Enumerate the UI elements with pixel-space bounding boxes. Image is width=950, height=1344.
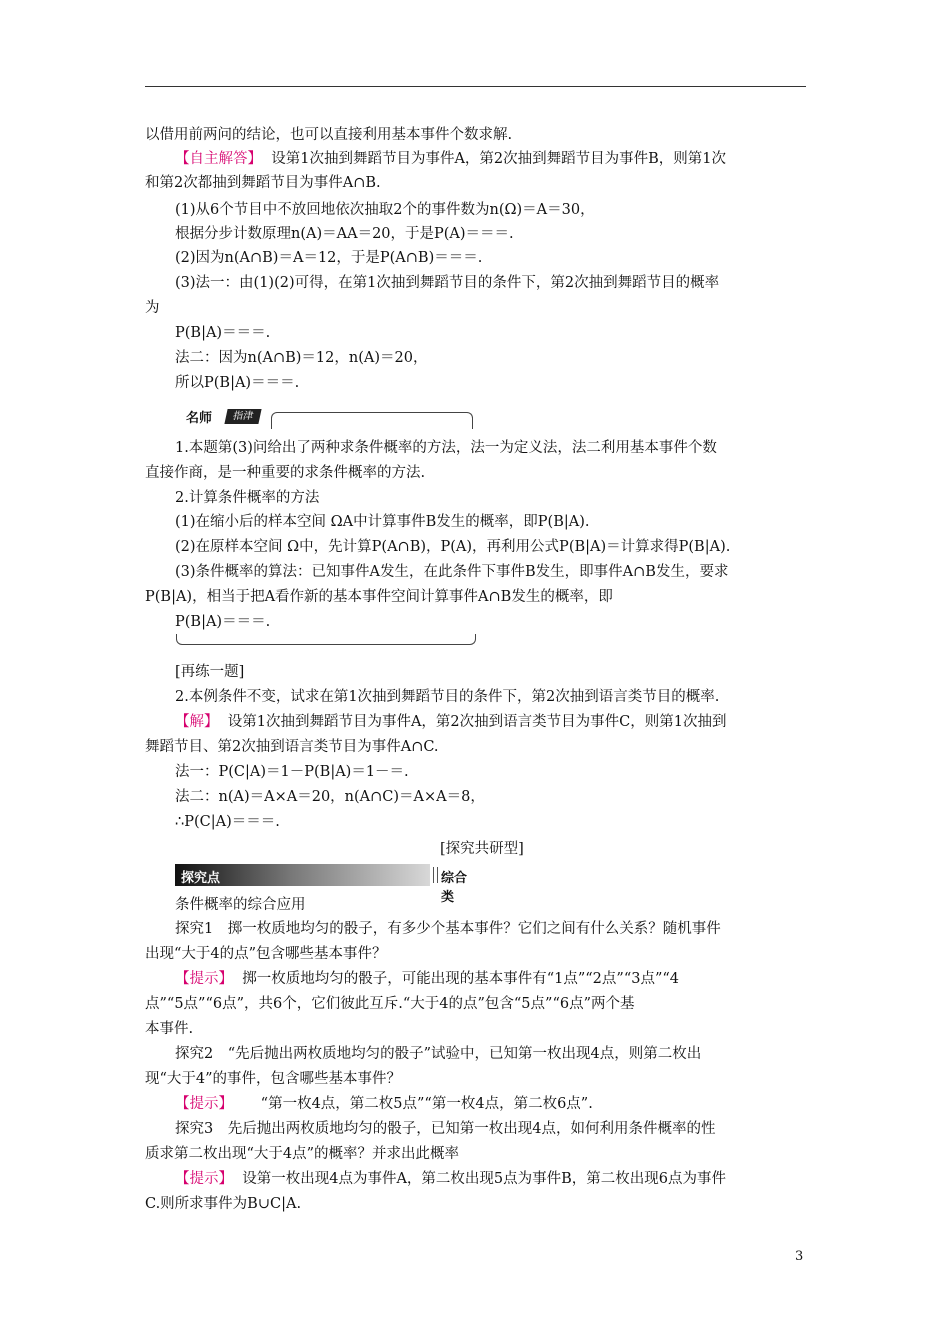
text-line: (3)法一：由(1)(2)可得，在第1次抽到舞蹈节目的条件下，第2次抽到舞蹈节目的概率 [175, 275, 720, 291]
text-line: 为 [145, 300, 160, 316]
text-line: ∴P(C|A)＝＝＝. [175, 814, 280, 830]
solution-tag: 【解】 [175, 714, 219, 730]
text-line: 条件概率的综合应用 [175, 897, 306, 913]
text-line: 出现“大于4的点”包含哪些基本事件？ [145, 946, 387, 962]
text-line: 点”“5点”“6点”，共6个，它们彼此互斥.“大于4的点”包含“5点”“6点”两个基 [145, 996, 635, 1012]
header-rule [145, 86, 806, 87]
text-line: C.则所求事件为B∪C|A. [145, 1196, 302, 1212]
text-line: 【提示】 设第一枚出现4点为事件A，第二枚出现5点为事件B，第二枚出现6点为事件 [175, 1171, 727, 1187]
text-line: 本事件. [145, 1021, 194, 1037]
teacher-tip-frame-bottom [176, 634, 476, 645]
page-number: 3 [795, 1249, 804, 1264]
text-line: 【提示】 掷一枚质地均匀的骰子，可能出现的基本事件有“1点”“2点”“3点”“4 [175, 971, 680, 987]
explore-label: 探究点 [181, 871, 221, 886]
hint-tag: 【提示】 [175, 971, 233, 987]
text-line: (1)在缩小后的样本空间 ΩA中计算事件B发生的概率，即P(B|A). [175, 514, 590, 530]
teacher-tip-header [176, 406, 474, 430]
text-line: 所以P(B|A)＝＝＝. [175, 375, 300, 391]
text-line: 根据分步计数原理n(A)＝AA＝20，于是P(A)＝＝＝. [175, 226, 514, 242]
teacher-tip-badge: 指津 [224, 409, 261, 424]
hint-tag: 【提示】 [175, 1096, 233, 1112]
teacher-tip-frame-top [271, 412, 473, 429]
text-line: 和第2次都抽到舞蹈节目为事件A∩B. [145, 175, 381, 191]
section-heading: [探究共研型] [440, 841, 524, 857]
text-line: 直接作商，是一种重要的求条件概率的方法. [145, 465, 426, 481]
text-line: 现“大于4”的事件，包含哪些基本事件？ [145, 1071, 402, 1087]
text-line: (2)因为n(A∩B)＝A＝12，于是P(A∩B)＝＝＝. [175, 250, 483, 266]
text-line: 法二：因为n(A∩B)＝12，n(A)＝20， [175, 350, 428, 366]
text-line: 质求第二枚出现“大于4点”的概率？并求出此概率 [145, 1146, 460, 1162]
text-line: (2)在原样本空间 Ω中，先计算P(A∩B)，P(A)，再利用公式P(B|A)＝计算求得P(B|A). [175, 539, 731, 555]
text-line: 法二：n(A)＝A×A＝20，n(A∩C)＝A×A＝8， [175, 789, 485, 805]
text-line: 舞蹈节目、第2次抽到语言类节目为事件A∩C. [145, 739, 439, 755]
text-line: 法一：P(C|A)＝1－P(B|A)＝1－＝. [175, 764, 409, 780]
text-line: 探究3 先后抛出两枚质地均匀的骰子，已知第一枚出现4点，如何利用条件概率的性 [175, 1121, 716, 1137]
text-line: 探究2 “先后抛出两枚质地均匀的骰子”试验中，已知第一枚出现4点，则第二枚出 [175, 1046, 702, 1062]
text-line: 探究1 掷一枚质地均匀的骰子，有多少个基本事件？它们之间有什么关系？随机事件 [175, 921, 721, 937]
text-line: 【自主解答】 设第1次抽到舞蹈节目为事件A，第2次抽到舞蹈节目为事件B，则第1次 [175, 151, 727, 167]
text-line: 2.本例条件不变，试求在第1次抽到舞蹈节目的条件下，第2次抽到语言类节目的概率. [175, 689, 720, 705]
text-line: 2.计算条件概率的方法 [175, 490, 320, 506]
explore-type: 综合类 [441, 871, 468, 905]
text-line: P(B|A)＝＝＝. [175, 614, 271, 630]
text-line: (1)从6个节目中不放回地依次抽取2个的事件数为n(Ω)＝A＝30， [175, 202, 595, 218]
hint-tag: 【提示】 [175, 1171, 233, 1187]
section-label: [再练一题] [175, 664, 245, 680]
text-line: 1.本题第(3)问给出了两种求条件概率的方法，法一为定义法，法二利用基本事件个数 [175, 440, 717, 456]
text-line: P(B|A)，相当于把A看作新的基本事件空间计算事件A∩B发生的概率，即 [145, 589, 613, 605]
text-line: 【提示】 “第一枚4点，第二枚5点”“第一枚4点，第二枚6点”. [175, 1096, 593, 1112]
self-answer-tag: 【自主解答】 [175, 151, 262, 167]
text-line: (3)条件概率的算法：已知事件A发生，在此条件下事件B发生，即事件A∩B发生，要求 [175, 564, 729, 580]
text-line: P(B|A)＝＝＝. [175, 325, 271, 341]
text-line: 以借用前两问的结论，也可以直接利用基本事件个数求解. [145, 127, 513, 143]
text-line: 【解】 设第1次抽到舞蹈节目为事件A，第2次抽到语言类节目为事件C，则第1次抽到 [175, 714, 727, 730]
teacher-tip-title: 名师 [186, 411, 213, 426]
